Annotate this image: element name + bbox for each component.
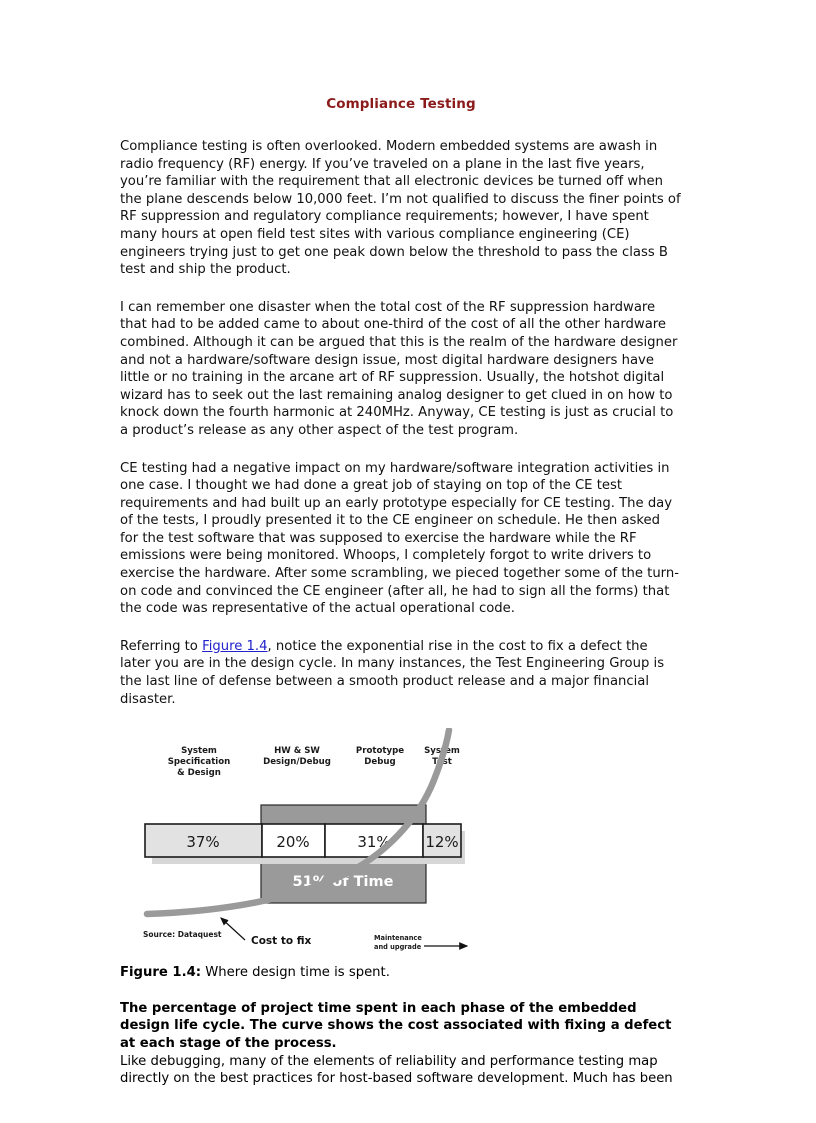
paragraph-4-lead: Referring to (120, 638, 203, 654)
paragraph-2: I can remember one disaster when the total cost of the RF suppression hardware that had to be added came to about one-third of the cost of all the other hardware combined. Although it can be argued that this is the realm of the hardware designer and not a hardware/software design issue, most digital hardware designers have little or no training in the arcane art of RF suppression. Usually, the hotshot digital wizard has to seek out the last remaining analog designer to get clued in on how to knock down the fourth harmonic at 240MHz. Anyway, CE testing is just as crucial to a product’s release as any other aspect of the test program. (120, 299, 678, 438)
maintenance-label-line-1: Maintenance (374, 934, 422, 943)
bar-value-3: 12% (425, 833, 459, 852)
phase-header-1-line-0: HW & SW (274, 746, 320, 757)
paragraph-4-rest: , notice the exponential rise in the cost to fix a defect the later you are in the design cycle. In many instances, the Test Engineering Group is the last line of defense between a smooth product release and a major financial disaster. (120, 638, 665, 707)
figure-1-4-link[interactable]: Figure 1.4 (202, 638, 268, 654)
phase-header-2-line-0: Prototype (355, 746, 405, 757)
cost-to-fix-label: Cost to fix (251, 935, 312, 948)
phase-header-2-line-1: Debug (364, 757, 396, 768)
document-content (120, 96, 682, 1088)
bar-value-1: 20% (276, 833, 310, 852)
figure-caption-label: Figure 1.4: (120, 965, 202, 981)
phase-header-3-line-1: Test (432, 757, 452, 768)
design-time-chart (137, 728, 482, 958)
figure-caption-text: Where design time is spent. (201, 965, 390, 981)
phase-header-0-line-0: System (181, 746, 217, 757)
phase-header-1-line-1: Design/Debug (263, 757, 331, 768)
figure-description: The percentage of project time spent in each phase of the embedded design life cycle. The curve shows the cost associated with fixing a defect at each stage of the process. (120, 1000, 672, 1051)
paragraph-3: CE testing had a negative impact on my hardware/software integration activities in one case. I thought we had done a great job of staying on top of the CE test requirements and had built up an early prototype especially for CE testing. The day of the tests, I proudly presented it to the CE engineer on schedule. He then asked for the test software that was supposed to exercise the hardware while the RF emissions were being monitored. Whoops, I completely forgot to write drivers to exercise the hardware. After some scrambling, we pieced together some of the turn-on code and convinced the CE engineer (after all, he had to sign all the forms) that the code was representative of the actual operational code. (120, 460, 679, 617)
paragraph-1: Compliance testing is often overlooked. Modern embedded systems are awash in radio frequency (RF) energy. If you’ve traveled on a plane in the last five years, you’re familiar with the requirement that all electronic devices be turned off when the plane descends below 10,000 feet. I’m not qualified to discuss the finer points of RF suppression and regulatory compliance requirements; however, I have spent many hours at open field test sites with various compliance engineering (CE) engineers trying just to get one peak down below the threshold to pass the class B test and ship the product. (120, 139, 681, 278)
bar-value-2: 31% (357, 833, 391, 852)
maintenance-label-line-2: and upgrade (374, 943, 422, 952)
figure-1-4-image (137, 728, 482, 958)
paragraph-tail: Like debugging, many of the elements of reliability and performance testing map directly on the best practices for host-based software development. Much has been (120, 1053, 673, 1087)
paragraph-4 (120, 638, 682, 708)
figure-caption (120, 964, 682, 982)
page-title: Compliance Testing (326, 96, 476, 112)
highlight-label-51-percent: 51% of Time (292, 874, 394, 891)
bar-value-0: 37% (186, 833, 220, 852)
phase-header-0-line-1: Specification (167, 757, 231, 768)
source-label: Source: Dataquest (143, 930, 222, 940)
phase-header-3-line-0: System (424, 746, 460, 757)
phase-header-0-line-2: & Design (177, 768, 221, 779)
